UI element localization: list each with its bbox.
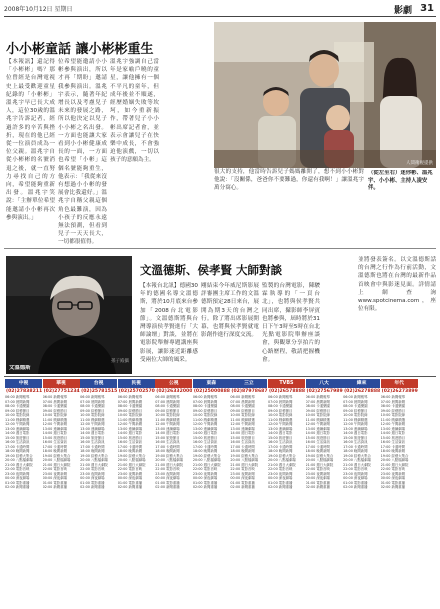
- listing-row: 09:00 綜藝節目: [192, 408, 218, 413]
- listing-row: 22:00 電影首映: [267, 467, 293, 471]
- listing-row: 11:00 戲劇精選: [380, 417, 406, 422]
- listing-row: 02:00 新聞重播: [343, 485, 368, 489]
- listing-row: 08:00 卡通樂園: [305, 404, 330, 408]
- listing-row: 10:00 電影院線: [305, 413, 330, 417]
- listing-channel-name: 台視: [80, 379, 117, 388]
- listing-channel-phone: (02)25000888: [193, 389, 230, 394]
- article2-col3: 監製的台灣電影，陳駿霖執導的「一頁台北」，也將與侯孝賢共同出席，攝影師李屏賓也將參與，屆時將於31日下午3時至5時在台北光點電影院舉辦座談會，與觀眾分享拍片的心路歷程，敬請把握機會。: [262, 283, 320, 363]
- listing-row: 10:00 電影院線: [80, 413, 105, 417]
- listing-row: 12:00 午間新聞: [380, 422, 406, 426]
- listing-row: 11:00 戲劇精選: [42, 417, 67, 422]
- listing-row: 14:00 週日電影: [155, 431, 180, 435]
- listing-row: 22:00 電影首映: [305, 467, 330, 471]
- listing-row: 06:00 新聞報導: [380, 395, 406, 399]
- listing-row: 00:00 深夜劇場: [42, 476, 67, 480]
- listing-row: 07:00 晨間新聞: [5, 399, 30, 404]
- listing-row: 11:00 戲劇精選: [80, 417, 105, 422]
- listing-row: 02:00 新聞重播: [380, 485, 406, 489]
- listing-channel-phone: (02)26273899: [381, 389, 418, 394]
- listing-row: 23:00 夜間新聞: [230, 471, 255, 476]
- listing-row: 13:00 連續劇場: [343, 426, 368, 431]
- listing-row: 18:00 晚間新聞: [5, 449, 30, 453]
- listing-column: [343, 379, 380, 605]
- listing-row: 01:00 電影重播: [80, 480, 105, 485]
- listing-row: 08:00 卡通樂園: [380, 404, 406, 408]
- listing-row: 13:00 連續劇場: [117, 426, 143, 431]
- listing-row: 15:00 旅遊節目: [230, 435, 255, 440]
- article1-col2: 位希望能邀請小小彬參與演出，所以才再「期盼」邀請我參與演出。溫兆宇表示，隨著年紀增長以及考慮兒子未來的發展之路，所以他決定以兒子小小彬之名出發。一方面也能讓大家看到小小彬健康成長的一面，一方面也希望「小彬」這個名號能夠重生，他表示：「我從來沒有想過小小彬的發展會比我還好。」溫兆宇自稱父親這個角色最難演，因為小孩子的反應永遠無法預測，但看到兒子一天天長大，一切都很值得。: [58, 59, 107, 246]
- listing-row: 09:00 綜藝節目: [230, 408, 255, 413]
- listing-row: 02:00 新聞重播: [80, 485, 105, 489]
- listing-column: [381, 379, 418, 605]
- listing-row: 18:00 晚間新聞: [117, 449, 143, 453]
- listing-row: 06:00 新聞報導: [267, 395, 293, 399]
- listing-row: 14:00 週日電影: [42, 431, 67, 435]
- listing-row: 08:00 卡通樂園: [5, 404, 30, 408]
- listing-row: 17:00 卡通時間: [155, 444, 180, 449]
- listing-row: 10:00 電影院線: [5, 413, 30, 417]
- listing-row: 08:00 卡通樂園: [267, 404, 293, 408]
- listing-row: 12:00 午間新聞: [42, 422, 67, 426]
- listing-row: 19:00 綜藝大集合: [117, 453, 146, 458]
- listing-row: 11:00 戲劇精選: [155, 417, 180, 422]
- listing-row: 12:00 午間新聞: [80, 422, 105, 426]
- listing-row: 13:00 連續劇場: [380, 426, 406, 431]
- listing-row: 07:00 晨間新聞: [305, 399, 330, 404]
- listing-row: 00:00 深夜劇場: [305, 476, 330, 480]
- listing-channel-phone: (02)87978687: [231, 389, 268, 394]
- listing-row: 08:00 卡通樂園: [80, 404, 105, 408]
- listing-row: 21:00 週日大劇院: [305, 462, 334, 467]
- listing-row: 15:00 旅遊節目: [305, 435, 330, 440]
- article2-title: 文溫德斯、侯孝賢 大師對談: [140, 263, 283, 277]
- listing-row: 22:00 電影首映: [380, 467, 406, 471]
- listing-row: 21:00 週日大劇院: [192, 462, 221, 467]
- listing-row: 14:00 週日電影: [80, 431, 105, 435]
- listing-row: 15:00 旅遊節目: [267, 435, 293, 440]
- listing-row: 12:00 午間新聞: [192, 422, 218, 426]
- listing-row: 20:00 八點檔劇場: [380, 458, 409, 462]
- listing-row: 13:00 連續劇場: [230, 426, 255, 431]
- listing-row: 18:00 晚間新聞: [380, 449, 406, 453]
- listing-channel-name: TVBS: [268, 379, 305, 388]
- listing-row: 00:00 深夜劇場: [5, 476, 30, 480]
- listing-row: 17:00 卡通時間: [267, 444, 293, 449]
- listing-row: 14:00 週日電影: [267, 431, 293, 435]
- listing-row: 18:00 晚間新聞: [155, 449, 180, 453]
- issue-date: 2008年10月12日 星期日: [4, 6, 73, 13]
- listing-row: 07:00 晨間新聞: [380, 399, 406, 404]
- listing-row: 18:00 晚間新聞: [267, 449, 293, 453]
- listing-row: 21:00 週日大劇院: [230, 462, 259, 467]
- listing-row: 23:00 夜間新聞: [117, 471, 143, 476]
- listing-row: 12:00 午間新聞: [230, 422, 255, 426]
- listing-row: 10:00 電影院線: [343, 413, 368, 417]
- listing-row: 09:00 綜藝節目: [155, 408, 180, 413]
- listing-row: 23:00 夜間新聞: [155, 471, 180, 476]
- listing-row: 12:00 午間新聞: [343, 422, 368, 426]
- listing-row: 09:00 綜藝節目: [267, 408, 293, 413]
- listing-row: 08:00 卡通樂園: [155, 404, 180, 408]
- family-photo: [214, 22, 436, 168]
- listing-row: 18:00 晚間新聞: [80, 449, 105, 453]
- listing-row: 14:00 週日電影: [305, 431, 330, 435]
- listing-row: 14:00 週日電影: [5, 431, 30, 435]
- listing-row: 09:00 綜藝節目: [5, 408, 30, 413]
- listing-row: 21:00 週日大劇院: [343, 462, 371, 467]
- listing-row: 11:00 戲劇精選: [192, 417, 218, 422]
- listing-row: 02:00 新聞重播: [117, 485, 143, 489]
- listing-row: 23:00 夜間新聞: [42, 471, 67, 476]
- listing-row: 20:00 八點檔劇場: [230, 458, 259, 462]
- listing-channel-name: 年代: [381, 379, 418, 388]
- listing-row: 17:00 卡通時間: [42, 444, 67, 449]
- family-photo-credit: 人間衛視提供: [406, 161, 433, 166]
- listing-row: 20:00 八點檔劇場: [5, 458, 33, 462]
- listing-row: 11:00 戲劇精選: [267, 417, 293, 422]
- listing-channel-phone: (02)27838211: [6, 389, 42, 394]
- listing-row: 20:00 八點檔劇場: [305, 458, 334, 462]
- listing-row: 20:00 八點檔劇場: [42, 458, 71, 462]
- article1-col3: 溫兆宇強調自己當年是家喻戶曉的童星，讓他擁有一個不平凡的童年，但成年後並不順遂，經歷婚姻失敗等坎坷，如今重新振作，帶著兒子小小彬出席記者會，並表示會讓兒子在快樂中成長，不會強迫他演戲，一切以孩子的意願為主。: [110, 59, 159, 164]
- listing-column: [155, 379, 192, 605]
- article1-title: 小小彬童話 讓小彬彬重生: [6, 42, 154, 57]
- listing-row: 13:00 連續劇場: [80, 426, 105, 431]
- family-photo-illustration: [214, 22, 436, 168]
- listing-row: 07:00 晨間新聞: [42, 399, 67, 404]
- listing-channel-name: 東森: [193, 379, 230, 388]
- listing-row: 10:00 電影院線: [230, 413, 255, 417]
- listing-row: 17:00 卡通時間: [117, 444, 143, 449]
- listing-row: 00:00 深夜劇場: [80, 476, 105, 480]
- listing-row: 06:00 新聞報導: [192, 395, 218, 399]
- listing-row: 20:00 八點檔劇場: [155, 458, 184, 462]
- listing-row: 16:00 生活資訊: [343, 440, 368, 444]
- listing-row: 21:00 週日大劇院: [42, 462, 71, 467]
- listing-row: 06:00 新聞報導: [343, 395, 368, 399]
- listing-row: 19:00 綜藝大集合: [267, 453, 296, 458]
- listing-row: 19:00 綜藝大集合: [343, 453, 371, 458]
- listing-row: 14:00 週日電影: [192, 431, 218, 435]
- listing-row: 16:00 生活資訊: [230, 440, 255, 444]
- listing-row: 21:00 週日大劇院: [117, 462, 146, 467]
- listing-row: 07:00 晨間新聞: [80, 399, 105, 404]
- listing-row: 01:00 電影重播: [5, 480, 30, 485]
- listing-column: [268, 379, 305, 605]
- section-name: 影劇: [393, 6, 412, 16]
- listing-row: 07:00 晨間新聞: [343, 399, 368, 404]
- listing-row: 23:00 夜間新聞: [80, 471, 105, 476]
- listing-row: 13:00 連續劇場: [192, 426, 218, 431]
- listing-row: 19:00 綜藝大集合: [305, 453, 334, 458]
- listing-row: 09:00 綜藝節目: [343, 408, 368, 413]
- section-divider: [4, 248, 436, 249]
- listing-row: 08:00 卡通樂園: [230, 404, 255, 408]
- listing-row: 18:00 晚間新聞: [305, 449, 330, 453]
- listing-row: 22:00 電影首映: [42, 467, 67, 471]
- listing-row: 22:00 電影首映: [230, 467, 255, 471]
- listing-row: 07:00 晨間新聞: [192, 399, 218, 404]
- listing-row: 23:00 夜間新聞: [305, 471, 330, 476]
- listing-row: 01:00 電影重播: [267, 480, 293, 485]
- listing-channel-phone: (02)25781515: [81, 389, 118, 394]
- listing-row: 22:00 電影首映: [5, 467, 30, 471]
- listing-channel-name: 八大: [306, 379, 343, 388]
- listing-row: 11:00 戲劇精選: [343, 417, 368, 422]
- listing-channel-name: 民視: [118, 379, 155, 388]
- listing-row: 20:00 八點檔劇場: [80, 458, 108, 462]
- listing-column: [43, 379, 80, 605]
- listing-row: 08:00 卡通樂園: [42, 404, 67, 408]
- listing-row: 09:00 綜藝節目: [380, 408, 406, 413]
- listing-row: 21:00 週日大劇院: [5, 462, 33, 467]
- listing-row: 01:00 電影重播: [117, 480, 143, 485]
- listing-row: 11:00 戲劇精選: [5, 417, 30, 422]
- listing-row: 22:00 電影首映: [343, 467, 368, 471]
- listing-row: 16:00 生活資訊: [117, 440, 143, 444]
- listing-row: 17:00 卡通時間: [230, 444, 255, 449]
- listing-row: 08:00 卡通樂園: [117, 404, 143, 408]
- listing-row: 16:00 生活資訊: [380, 440, 406, 444]
- listing-row: 06:00 新聞報導: [80, 395, 105, 399]
- listing-row: 12:00 午間新聞: [267, 422, 293, 426]
- wenders-photo: [6, 256, 132, 374]
- listing-row: 12:00 午間新聞: [155, 422, 180, 426]
- listing-row: 01:00 電影重播: [343, 480, 368, 485]
- listing-row: 21:00 週日大劇院: [80, 462, 108, 467]
- listing-row: 17:00 卡通時間: [305, 444, 330, 449]
- listing-row: 15:00 旅遊節目: [42, 435, 67, 440]
- listing-row: 00:00 深夜劇場: [192, 476, 218, 480]
- listing-column: [5, 379, 42, 605]
- listing-row: 13:00 連續劇場: [155, 426, 180, 431]
- listing-row: 19:00 綜藝大集合: [230, 453, 259, 458]
- listing-row: 02:00 新聞重播: [155, 485, 180, 489]
- listing-row: 17:00 卡通時間: [380, 444, 406, 449]
- listing-row: 14:00 週日電影: [117, 431, 143, 435]
- listing-row: 19:00 綜藝大集合: [380, 453, 409, 458]
- listing-row: 20:00 八點檔劇場: [267, 458, 296, 462]
- listing-row: 23:00 夜間新聞: [5, 471, 30, 476]
- listing-row: 22:00 電影首映: [155, 467, 180, 471]
- listing-row: 07:00 晨間新聞: [155, 399, 180, 404]
- listing-row: 13:00 連續劇場: [305, 426, 330, 431]
- listing-row: 16:00 生活資訊: [42, 440, 67, 444]
- listing-row: 18:00 晚間新聞: [42, 449, 67, 453]
- listing-row: 06:00 新聞報導: [305, 395, 330, 399]
- listing-column: [193, 379, 230, 605]
- listing-row: 15:00 旅遊節目: [5, 435, 30, 440]
- listing-row: 11:00 戲劇精選: [117, 417, 143, 422]
- listing-row: 21:00 週日大劇院: [267, 462, 296, 467]
- article2-col1: 【本報台北訊】德國30年的德國名導文溫德斯，將於10月底來台參加「2008台北電影節」。文溫德斯將與台灣導演侯孝賢進行「大師論壇」對談，並將在電影院舉辦專題講座與影展，讓影迷近距離感受兩位大師的風采。: [140, 283, 198, 363]
- listing-row: 14:00 週日電影: [380, 431, 406, 435]
- listing-row: 01:00 電影重播: [155, 480, 180, 485]
- listing-row: 06:00 新聞報導: [117, 395, 143, 399]
- listing-row: 15:00 旅遊節目: [192, 435, 218, 440]
- tv-listings: [4, 376, 436, 606]
- listing-row: 16:00 生活資訊: [192, 440, 218, 444]
- listing-row: 00:00 深夜劇場: [155, 476, 180, 480]
- listing-row: 19:00 綜藝大集合: [80, 453, 108, 458]
- listing-row: 16:00 生活資訊: [305, 440, 330, 444]
- listing-row: 10:00 電影院線: [267, 413, 293, 417]
- listing-row: 21:00 週日大劇院: [155, 462, 184, 467]
- listing-row: 13:00 連續劇場: [267, 426, 293, 431]
- listing-channel-phone: (02)27751234: [43, 389, 80, 394]
- article1-col1: 【本報訊】還記得「小彬彬」嗎？那位曾經是台灣電視史上最受歡迎童星紀錄的「小彬彬」溫兆宇早已長大成人，這位30歲的溫兆宇告訴記者，經過許多的辛苦與挫折，現在的他已經從一位演員成為一位父親。溫兆宇自從小彬彬的名號消退之後，就一直努力尋找自己的方向，希望能夠重新出發。溫兆宇笑說：「主辦單位希望能邀請小小彬再次參與演出。」: [6, 59, 55, 221]
- listing-row: 20:00 八點檔劇場: [192, 458, 221, 462]
- listing-row: 00:00 深夜劇場: [267, 476, 293, 480]
- listing-row: 18:00 晚間新聞: [192, 449, 218, 453]
- listing-channel-name: 公視: [155, 379, 192, 388]
- listing-row: 15:00 旅遊節目: [380, 435, 406, 440]
- listing-row: 09:00 綜藝節目: [80, 408, 105, 413]
- listing-row: 18:00 晚間新聞: [343, 449, 368, 453]
- listing-channel-name: 中視: [5, 379, 42, 388]
- listing-row: 12:00 午間新聞: [5, 422, 30, 426]
- listing-row: 22:00 電影首映: [117, 467, 143, 471]
- listing-row: 22:00 電影首映: [192, 467, 218, 471]
- listing-row: 07:00 晨間新聞: [267, 399, 293, 404]
- article2-col4: 並將發表簽名。以文溫德斯話的台灣之行作為行前活動，文溫德斯也將在台灣的最新作品首映會中與影迷見面。詳情請上網查詢www.spotcinema.com，座位有限。: [358, 257, 436, 313]
- listing-channel-name: 緯來: [343, 379, 380, 388]
- listing-row: 14:00 週日電影: [343, 431, 368, 435]
- listing-row: 17:00 卡通時間: [5, 444, 30, 449]
- listing-row: 06:00 新聞報導: [155, 395, 180, 399]
- listing-row: 02:00 新聞重播: [230, 485, 255, 489]
- listing-row: 16:00 生活資訊: [5, 440, 30, 444]
- listing-row: 10:00 電影院線: [42, 413, 67, 417]
- listing-row: 02:00 新聞重播: [305, 485, 330, 489]
- article2-col2: 剛結束今年威尼斯影展評審團主席工作的文溫德斯預定28日來台，展開為期3天的台灣之行。除了將出席影展開幕，也將與侯孝賢就電影創作進行深度交流。: [201, 283, 259, 339]
- wenders-photo-credit: 孫子殿攝: [111, 359, 129, 364]
- listing-row: 08:00 卡通樂園: [343, 404, 368, 408]
- listing-row: 21:00 週日大劇院: [380, 462, 409, 467]
- listing-row: 19:00 綜藝大集合: [42, 453, 71, 458]
- listing-channel-phone: (02)26578888: [268, 389, 305, 394]
- listing-row: 02:00 新聞重播: [267, 485, 293, 489]
- listing-row: 23:00 夜間新聞: [380, 471, 406, 476]
- listing-channel-phone: (02)26332000: [156, 389, 193, 394]
- listing-row: 01:00 電影重播: [305, 480, 330, 485]
- listing-row: 17:00 卡通時間: [343, 444, 368, 449]
- listing-column: [306, 379, 343, 605]
- listing-row: 01:00 電影重播: [42, 480, 67, 485]
- listing-row: 10:00 電影院線: [380, 413, 406, 417]
- listing-channel-phone: (02)26278888: [344, 389, 381, 394]
- listing-row: 23:00 夜間新聞: [343, 471, 368, 476]
- listing-row: 11:00 戲劇精選: [305, 417, 330, 422]
- listing-row: 06:00 新聞報導: [42, 395, 67, 399]
- listing-row: 23:00 夜間新聞: [192, 471, 218, 476]
- listing-row: 15:00 旅遊節目: [80, 435, 105, 440]
- listing-row: 19:00 綜藝大集合: [5, 453, 33, 458]
- listing-row: 13:00 連續劇場: [5, 426, 30, 431]
- listing-row: 02:00 新聞重播: [42, 485, 67, 489]
- page-number: 31: [420, 3, 434, 14]
- listing-row: 20:00 八點檔劇場: [343, 458, 371, 462]
- listing-row: 16:00 生活資訊: [155, 440, 180, 444]
- listing-row: 12:00 午間新聞: [305, 422, 330, 426]
- listing-row: 15:00 旅遊節目: [343, 435, 368, 440]
- listing-row: 22:00 電影首映: [80, 467, 105, 471]
- listing-row: 00:00 深夜劇場: [343, 476, 368, 480]
- family-photo-caption: （從左至右）迷你彬、溫兆宇、小小彬、主持人凌安伴。: [368, 170, 433, 191]
- listing-channel-phone: (02)27567989: [306, 389, 343, 394]
- listing-row: 07:00 晨間新聞: [230, 399, 255, 404]
- listing-column: [118, 379, 155, 605]
- listing-row: 00:00 深夜劇場: [117, 476, 143, 480]
- listing-row: 18:00 晚間新聞: [230, 449, 255, 453]
- listing-row: 23:00 夜間新聞: [267, 471, 293, 476]
- listing-row: 01:00 電影重播: [380, 480, 406, 485]
- listing-row: 08:00 卡通樂園: [192, 404, 218, 408]
- listing-row: 15:00 旅遊節目: [155, 435, 180, 440]
- listing-row: 14:00 週日電影: [230, 431, 255, 435]
- listing-channel-phone: (02)25702570: [118, 389, 155, 394]
- listing-row: 09:00 綜藝節目: [305, 408, 330, 413]
- listing-row: 01:00 電影重播: [192, 480, 218, 485]
- listing-row: 00:00 深夜劇場: [380, 476, 406, 480]
- listing-row: 19:00 綜藝大集合: [192, 453, 221, 458]
- wenders-photo-illustration: [6, 256, 132, 374]
- listing-column: [230, 379, 267, 605]
- listing-row: 20:00 八點檔劇場: [117, 458, 146, 462]
- listing-row: 02:00 新聞重播: [5, 485, 30, 489]
- listing-row: 10:00 電影院線: [155, 413, 180, 417]
- listing-row: 09:00 綜藝節目: [42, 408, 67, 413]
- listing-row: 06:00 新聞報導: [230, 395, 255, 399]
- listing-row: 02:00 新聞重播: [192, 485, 218, 489]
- page-header: [4, 3, 436, 17]
- listing-row: 09:00 綜藝節目: [117, 408, 143, 413]
- listing-row: 00:00 深夜劇場: [230, 476, 255, 480]
- listing-channel-name: 華視: [43, 379, 80, 388]
- listing-row: 01:00 電影重播: [230, 480, 255, 485]
- listing-row: 13:00 連續劇場: [42, 426, 67, 431]
- article1-col4: 很大的支持，他當時告訴兒子媽媽離開了，想不到小小彬對他說：「沒關係，爸爸你不要難過，你還有我啊！」讓溫兆宇萬分窩心。: [214, 169, 364, 192]
- wenders-photo-caption: 文溫德斯: [9, 364, 31, 371]
- listing-row: 19:00 綜藝大集合: [155, 453, 184, 458]
- listing-row: 17:00 卡通時間: [192, 444, 218, 449]
- listing-row: 16:00 生活資訊: [80, 440, 105, 444]
- listing-row: 07:00 晨間新聞: [117, 399, 143, 404]
- listing-row: 10:00 電影院線: [117, 413, 143, 417]
- listing-row: 06:00 新聞報導: [5, 395, 30, 399]
- listing-channel-name: 三立: [230, 379, 267, 388]
- listing-row: 17:00 卡通時間: [80, 444, 105, 449]
- listing-row: 11:00 戲劇精選: [230, 417, 255, 422]
- listing-column: [80, 379, 117, 605]
- listing-row: 15:00 旅遊節目: [117, 435, 143, 440]
- listing-row: 12:00 午間新聞: [117, 422, 143, 426]
- listing-row: 16:00 生活資訊: [267, 440, 293, 444]
- listing-row: 10:00 電影院線: [192, 413, 218, 417]
